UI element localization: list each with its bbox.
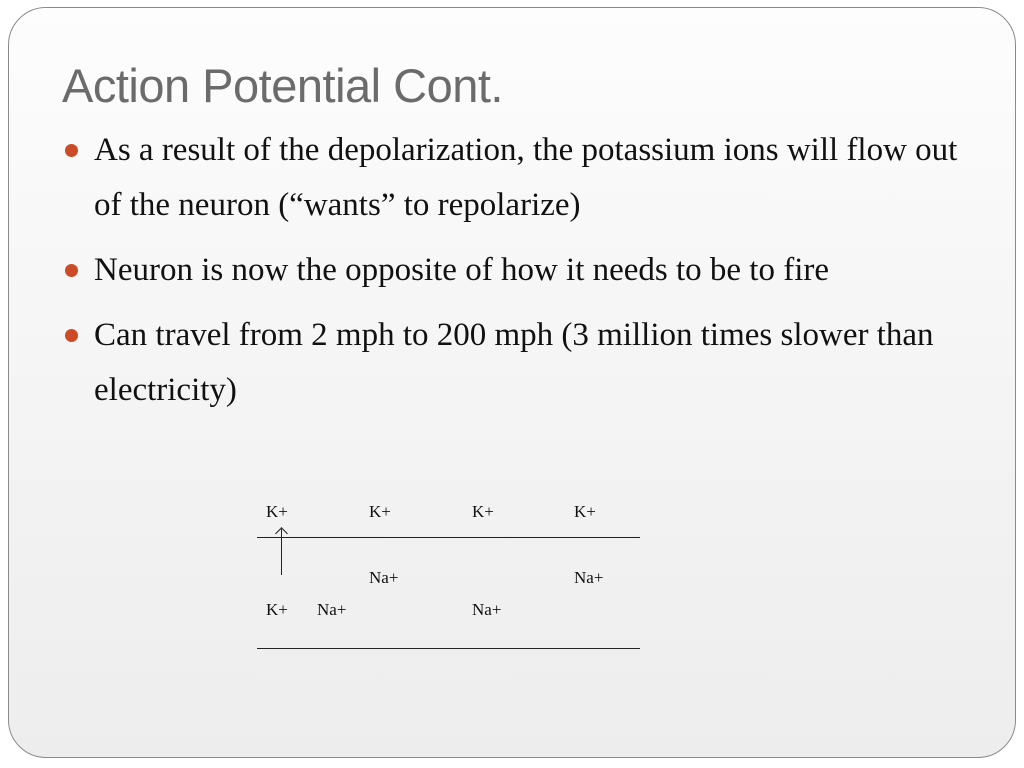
ion-label-na-inside: Na+ <box>574 568 604 587</box>
up-arrow-head-icon <box>275 527 288 540</box>
ion-label-k-outside: K+ <box>369 502 391 521</box>
membrane-bottom-line <box>257 648 640 649</box>
ion-label-k-outside: K+ <box>574 502 596 521</box>
ion-label-na-inside: Na+ <box>472 600 502 619</box>
bullet-dot-icon <box>65 329 78 342</box>
bullet-item <box>62 123 962 233</box>
slide-title: Action Potential Cont. <box>62 59 503 112</box>
ion-label-k-inside: K+ <box>266 600 288 619</box>
membrane-top-line <box>257 537 640 538</box>
bullet-text: As a result of the depolarization, the potassium ions will flow out of the neuron (“wants” to repolarize) <box>94 132 958 223</box>
up-arrow-icon <box>281 529 282 575</box>
bullet-list <box>62 123 962 428</box>
bullet-dot-icon <box>65 144 78 157</box>
bullet-text: Neuron is now the opposite of how it needs to be to fire <box>94 252 830 288</box>
slide <box>8 7 1016 758</box>
ion-label-k-outside: K+ <box>472 502 494 521</box>
ion-label-k-outside: K+ <box>266 502 288 521</box>
bullet-item <box>62 308 962 418</box>
bullet-dot-icon <box>65 264 78 277</box>
ion-label-na-inside: Na+ <box>369 568 399 587</box>
bullet-text: Can travel from 2 mph to 200 mph (3 million times slower than electricity) <box>94 317 934 408</box>
bullet-item <box>62 243 962 298</box>
ion-label-na-inside: Na+ <box>317 600 347 619</box>
